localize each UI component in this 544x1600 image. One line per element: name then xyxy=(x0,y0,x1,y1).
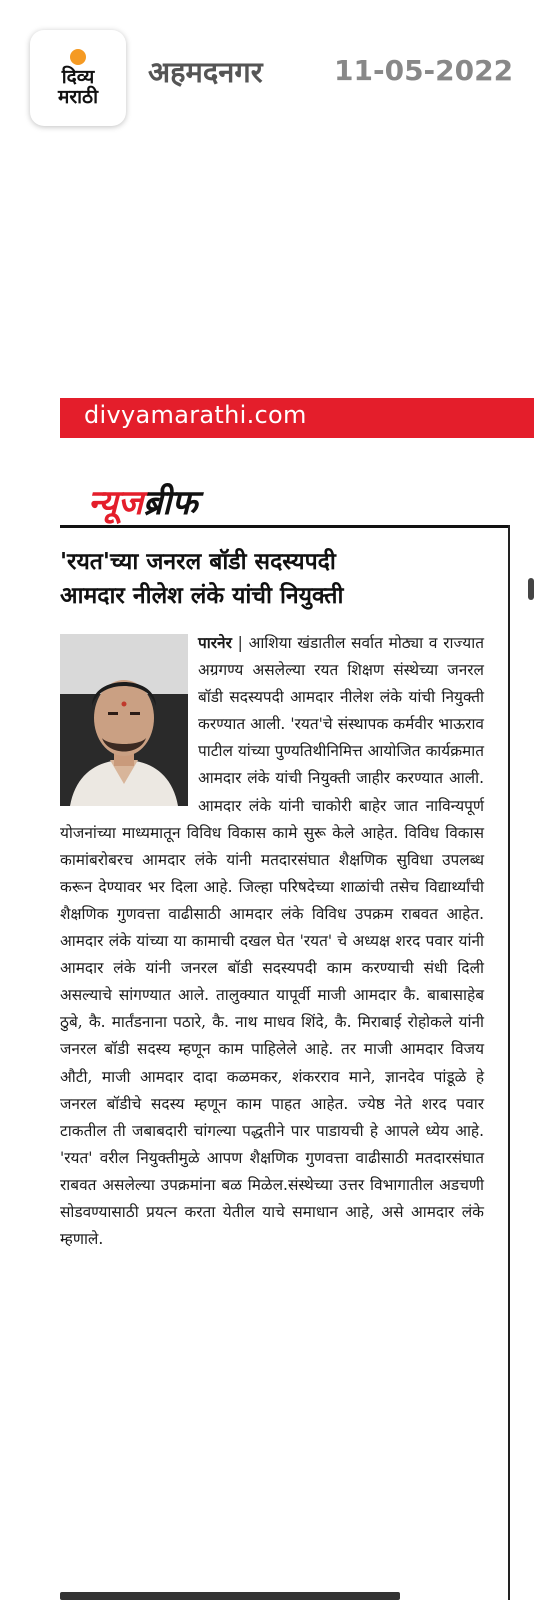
headline-line1: 'रयत'च्या जनरल बॉडी सदस्यपदी xyxy=(60,549,336,575)
dateline: पारनेर xyxy=(198,634,232,652)
logo-text-line1: दिव्य xyxy=(61,66,95,88)
section-title xyxy=(88,478,197,524)
adjacent-column-edge xyxy=(528,578,534,600)
article-text: आशिया खंडातील सर्वात मोठ्या व राज्यात अग्रगण्य असलेल्या रयत शिक्षण संस्थेच्या जनरल बॉडी सदस्यपदी आमदार नीलेश लंके यांची नियुक्ती करण्यात आली. 'रयत'चे संस्थापक कर्मवीर भाऊराव पाटील यांच्या पुण्यतिथीनिमित्त आयोजित कार्यक्रमात आमदार लंके यांची नियुक्ती जाहीर करण्यात आली. आमदार लंके यांनी चाकोरी बाहेर जात नाविन्यपूर्ण योजनांच्या माध्यमातून विविध विकास कामे सुरू केले आहेत. विविध विकास कामांबरोबरच आमदार लंके यांनी मतदारसंघात शैक्षणिक सुविधा उपलब्ध करून देण्यावर भर दिला आहे. जिल्हा परिषदेच्या शाळांची तसेच विद्यार्थ्यांची शैक्षणिक गुणवत्ता वाढीसाठी आमदार लंके विविध उपक्रम राबवत आहेत. आमदार लंके यांच्या या कामाची दखल घेत 'रयत' चे अध्यक्ष शरद पवार यांनी आमदार लंके यांनी जनरल बॉडी सदस्यपदी काम करण्याची संधी दिली असल्याचे सांगण्यात आले. तालुक्यात यापूर्वी माजी आमदार कै. बाबासाहेब ठुबे, कै. मार्तंडनाना पठारे, कै. नाथ माधव शिंदे, कै. मिराबाई रोहोकले यांनी जनरल बॉडी सदस्य म्हणून काम पाहिलेले आहे. तर माजी आमदार विजय औटी, माजी आमदार दादा कळमकर, शंकरराव माने, ज्ञानदेव पांडूळे हे जनरल बॉडीचे सदस्य म्हणून काम पाहत आहेत. ज्येष्ठ नेते शरद पवार टाकतील ती जबाबदारी चांगल्या पद्धतीने पार पाडायची हे आपले ध्येय आहे. 'रयत' वरील नियुक्तीमुळे आपण शैक्षणिक गुणवत्ता वाढीसाठी मतदारसंघात राबवत असलेल्या उपक्रमांना बळ मिळेल.संस्थेच्या उत्तर विभागातील अडचणी सोडवण्यासाठी प्रयत्न करता येतील याचे समाधान आहे, असे आमदार लंके म्हणाले. xyxy=(60,634,484,1249)
section-title-part1: न्यूज xyxy=(88,483,143,523)
next-article-cutoff xyxy=(60,1582,400,1600)
logo-text-line2: मराठी xyxy=(57,86,98,108)
portrait-illustration xyxy=(60,634,188,806)
app-logo[interactable] xyxy=(30,30,126,126)
section-divider xyxy=(60,525,510,528)
site-banner xyxy=(60,398,534,438)
logo-sun-icon xyxy=(70,49,86,65)
edition-city: अहमदनगर xyxy=(148,55,263,89)
site-url: divyamarathi.com xyxy=(84,401,307,429)
dateline-separator: | xyxy=(231,634,249,652)
portrait-photo xyxy=(60,634,188,806)
section-title-part2: ब्रीफ xyxy=(142,483,198,523)
column-divider xyxy=(508,525,510,1600)
article-headline xyxy=(60,545,500,613)
edition-date: 11-05-2022 xyxy=(334,54,514,87)
headline-line2: आमदार नीलेश लंके यांची नियुक्ती xyxy=(60,583,344,609)
article-body xyxy=(60,630,484,1253)
